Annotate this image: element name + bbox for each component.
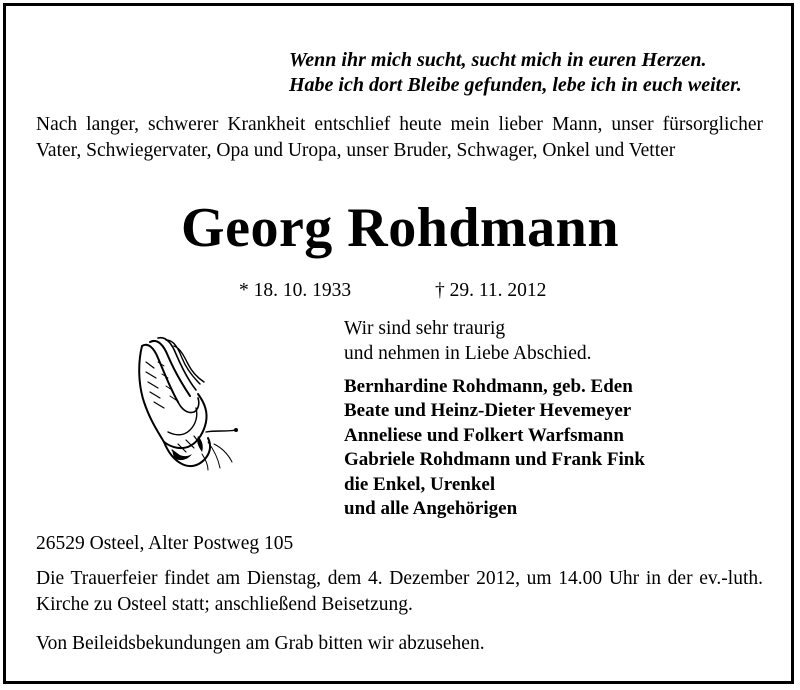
motto-quote xyxy=(289,48,789,98)
motto-line-2: Habe ich dort Bleibe gefunden, lebe ich in euch weiter. xyxy=(289,74,742,96)
deceased-name: Georg Rohdmann xyxy=(181,197,619,259)
family-member: die Enkel, Urenkel xyxy=(344,473,496,495)
motto-line-1: Wenn ihr mich sucht, sucht mich in euren Herzen. xyxy=(289,49,707,71)
address: 26529 Osteel, Alter Postweg 105 xyxy=(36,533,294,554)
family-member: Bernhardine Rohdmann, geb. Eden xyxy=(344,376,633,397)
mourning-line-1: Wir sind sehr traurig xyxy=(344,318,506,339)
condolence-note: Von Beileidsbekundungen am Grab bitten wir abzusehen. xyxy=(36,633,485,654)
death-date: † 29. 11. 2012 xyxy=(435,280,547,301)
mourning-statement xyxy=(344,316,764,366)
family-member: Anneliese und Folkert Warfsmann xyxy=(344,424,624,446)
praying-hands-icon xyxy=(128,332,246,472)
birth-date: * 18. 10. 1933 xyxy=(239,280,352,301)
family-member: und alle Angehörigen xyxy=(344,498,518,520)
intro-text: Nach langer, schwerer Krankheit entschlief heute mein lieber Mann, unser fürsorglicher Vater, Schwiegervater, Opa und Uropa, unser Bruder, Schwager, Onkel und Vetter xyxy=(36,114,763,161)
mourning-line-2: und nehmen in Liebe Abschied. xyxy=(344,343,592,364)
family-list xyxy=(344,375,764,521)
family-member: Gabriele Rohdmann und Frank Fink xyxy=(344,449,645,471)
funeral-info: Die Trauerfeier findet am Dienstag, dem 4. Dezember 2012, um 14.00 Uhr in der ev.-luth. Kirche zu Osteel statt; anschließend Beisetzung. xyxy=(36,568,763,615)
family-member: Beate und Heinz-Dieter Hevemeyer xyxy=(344,400,632,422)
